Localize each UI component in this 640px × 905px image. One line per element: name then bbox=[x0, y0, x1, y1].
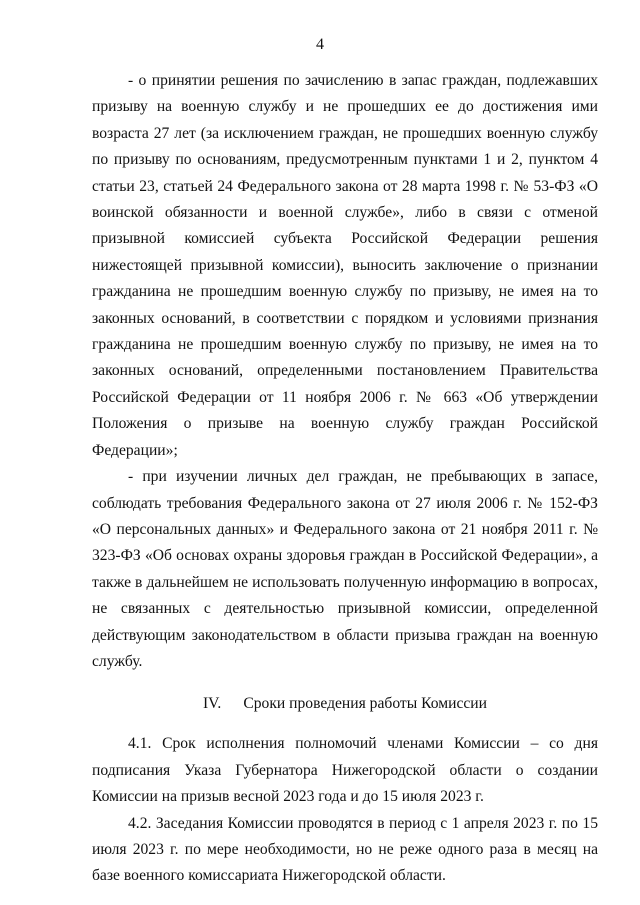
paragraph-personal-data: - при изучении личных дел граждан, не пребывающих в запасе, соблюдать требования Федерального закона от 27 июля 2006 г. № 152-ФЗ «О персональных данных» и Федерального закона от 21 ноября 2011 г. № 323-ФЗ «Об основах охраны здоровья граждан в Российской Федерации», а также в дальнейшем не использовать полученную информацию в вопросах, не связанных с деятельностью призывной комиссии, определенной действующим законодательством в области призыва граждан на военную службу. bbox=[92, 468, 598, 670]
page-number: 4 bbox=[316, 36, 324, 53]
paragraph-4-2: 4.2. Заседания Комиссии проводятся в период с 1 апреля 2023 г. по 15 июля 2023 г. по мере необходимости, но не реже одного раза в месяц на базе военного комиссариата Нижегородской области. bbox=[92, 814, 598, 885]
section-heading bbox=[92, 691, 598, 717]
paragraph-reserve-enlistment: - о принятии решения по зачислению в запас граждан, подлежавших призыву на военную службу и не прошедших ее до достижения ими возраста 27 лет (за исключением граждан, не прошедших военную службу по призыву по основаниям, предусмотренным пунктами 1 и 2, пунктом 4 статьи 23, статьей 24 Федерального закона от 28 марта 1998 г. № 53-ФЗ «О воинской обязанности и военной службе», либо в связи с отменой призывной комиссией субъекта Российской Федерации решения нижестоящей призывной комиссии), выносить заключение о признании гражданина не прошедшим военную службу по призыву, не имея на то законных оснований, в соответствии с порядком и условиями признания гражданина не прошедшим военную службу по призыву, не имея на то законных оснований, определенными постановлением Правительства Российской Федерации от 11 ноября 2006 г. № 663 «Об утверждении Положения о призыве на военную службу граждан Российской Федерации»; bbox=[92, 72, 598, 459]
section-number: IV. bbox=[202, 695, 222, 713]
document-body bbox=[92, 68, 598, 890]
paragraph-4-1: 4.1. Срок исполнения полномочий членами Комиссии – со дня подписания Указа Губернатора Нижегородской области о создании Комиссии на призыв весной 2023 года и до 15 июля 2023 г. bbox=[92, 735, 598, 806]
section-title: Сроки проведения работы Комиссии bbox=[243, 695, 487, 713]
